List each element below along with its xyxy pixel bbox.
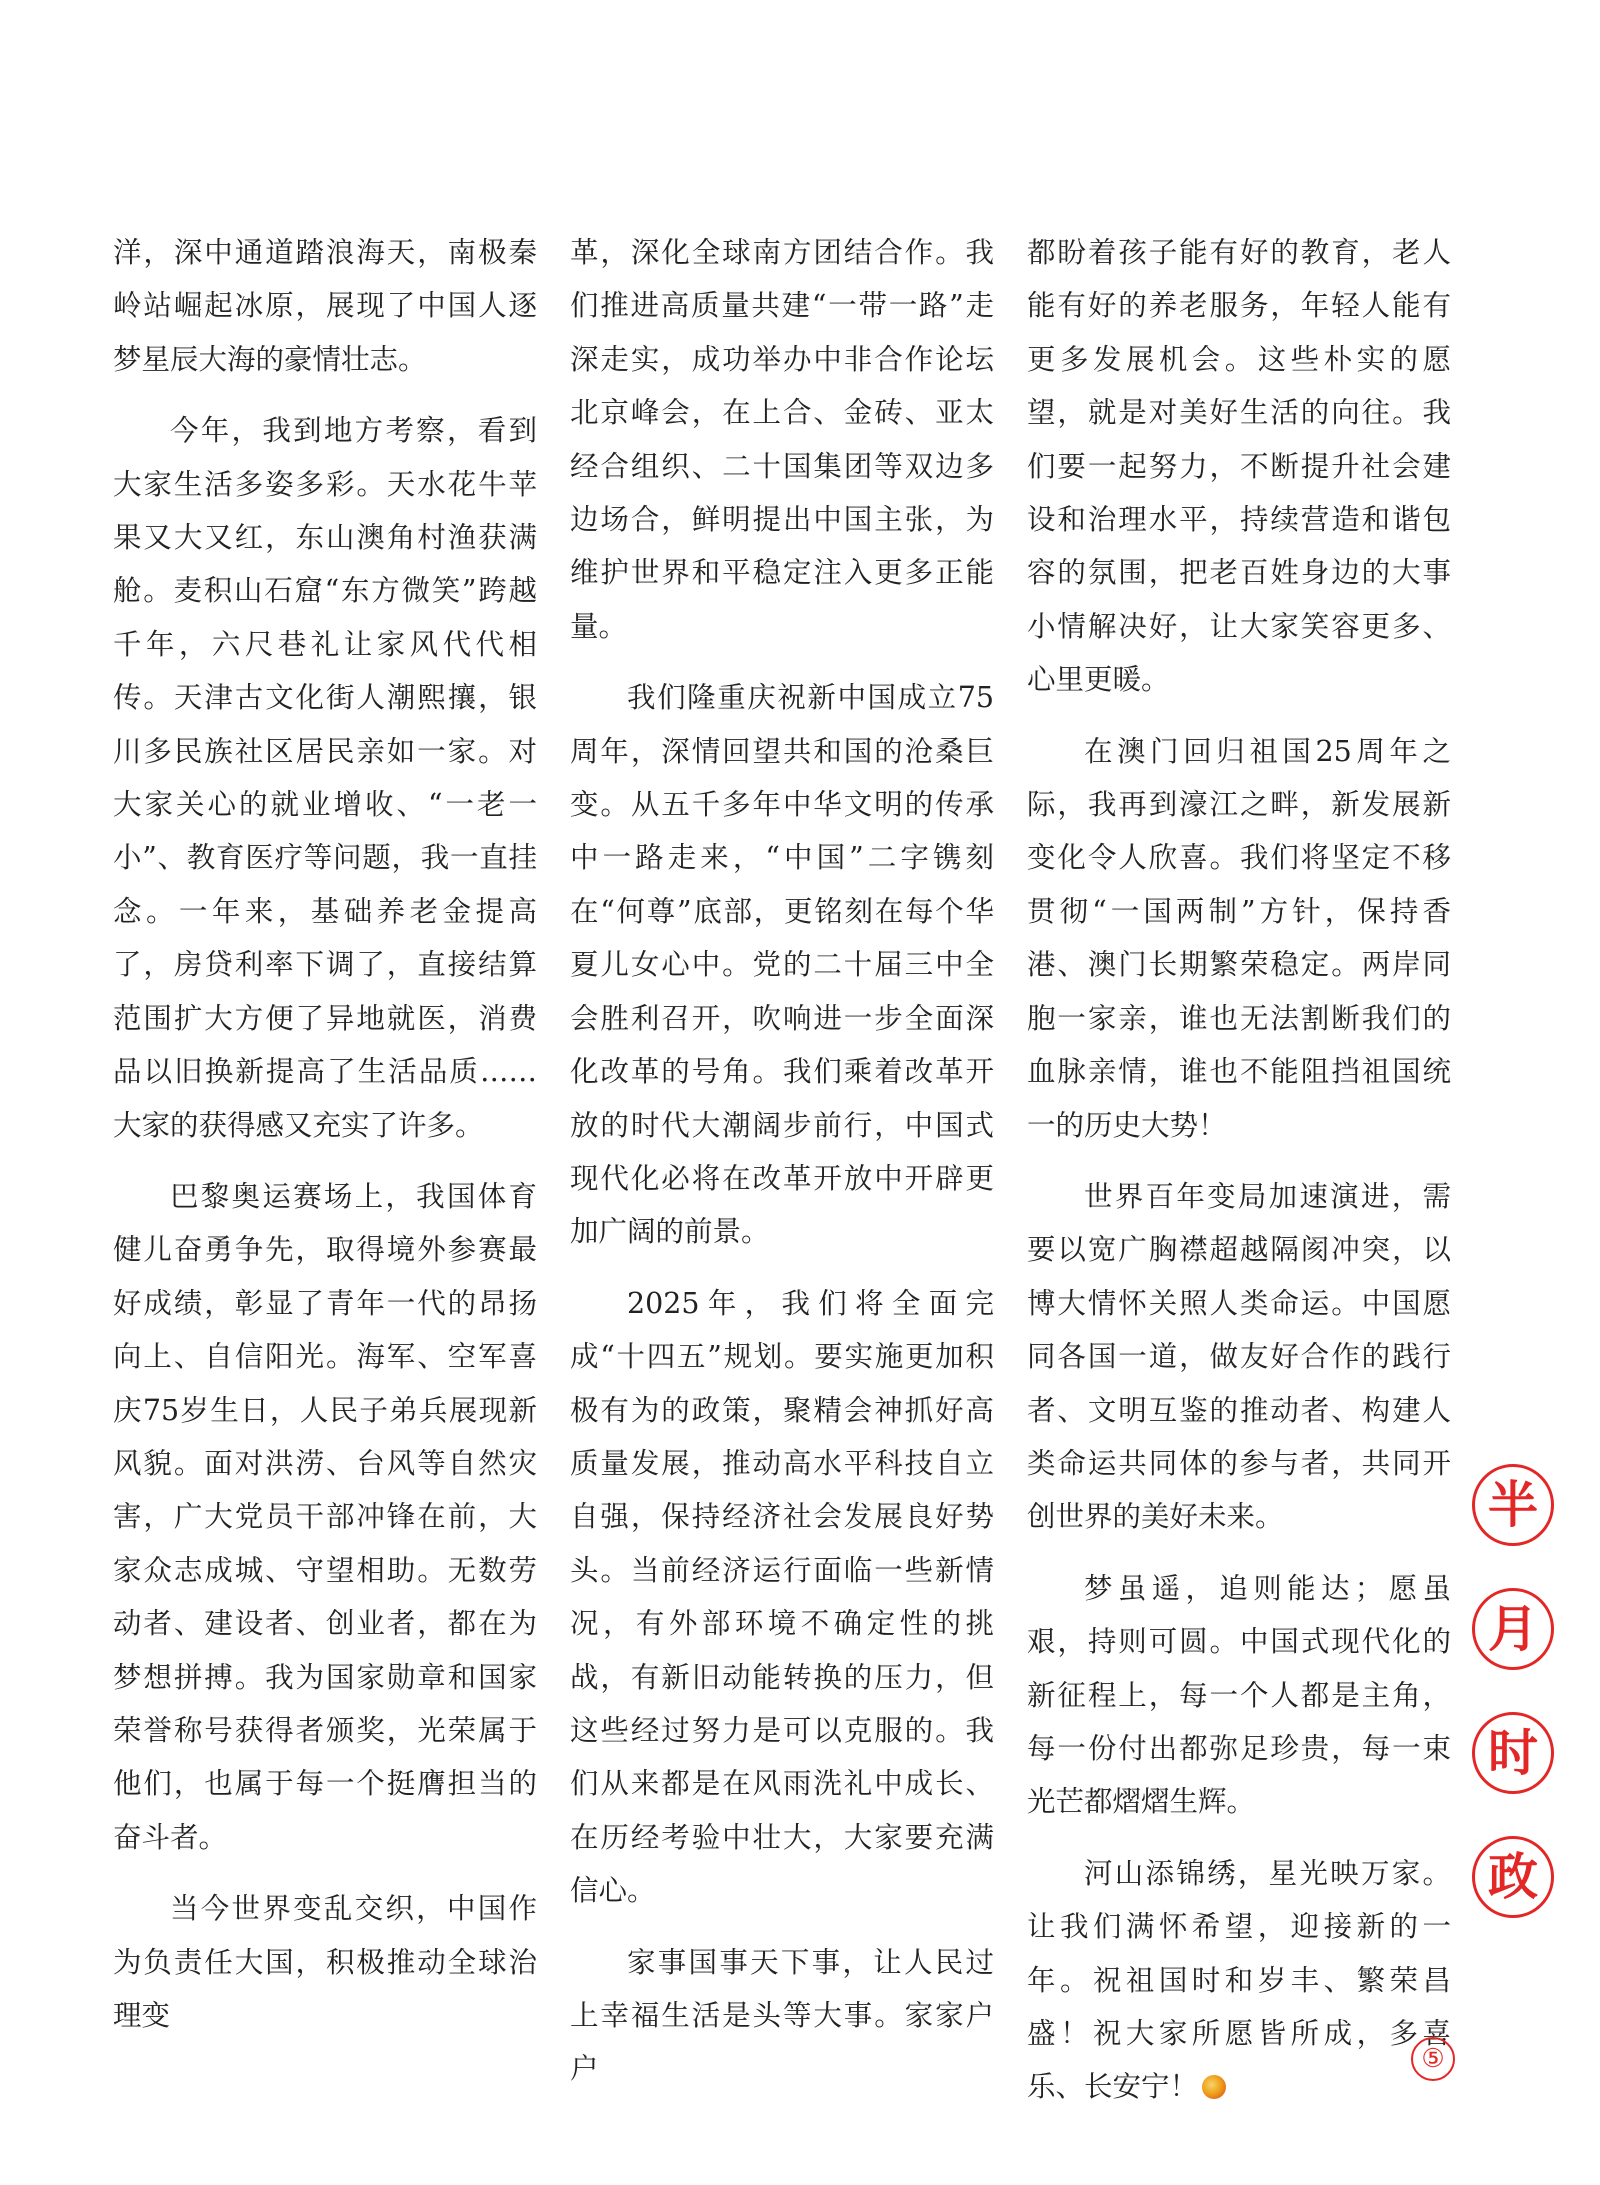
end-mark-icon (1202, 2075, 1226, 2099)
text-column-3 (1027, 226, 1451, 2132)
text-column-1 (113, 226, 537, 2060)
paragraph: 家事国事天下事，让人民过上幸福生活是头等大事。家家户户 (570, 1945, 994, 2086)
seal-char-2: 月 (1472, 1588, 1554, 1670)
closing-text: 河山添锦绣，星光映万家。让我们满怀希望，迎接新的一年。祝祖国时和岁丰、繁荣昌盛！祝大家所愿皆所成，多喜乐、长安宁！ (1027, 1856, 1451, 2104)
text-column-2 (570, 226, 994, 2114)
column-seal-banner (1472, 1464, 1552, 1960)
seal-char-1: 半 (1472, 1464, 1554, 1546)
seal-char-3: 时 (1472, 1712, 1554, 1794)
paragraph: 当今世界变乱交织，中国作为负责任大国，积极推动全球治理变 (113, 1892, 537, 2032)
paragraph: 革，深化全球南方团结合作。我们推进高质量共建“一带一路”走深走实，成功举办中非合作论坛北京峰会，在上合、金砖、亚太经合组织、二十国集团等双边多边场合，鲜明提出中国主张，为维护世界和平稳定注入更多正能量。 (570, 236, 994, 643)
paragraph: 洋，深中通道踏浪海天，南极秦岭站崛起冰原，展现了中国人逐梦星辰大海的豪情壮志。 (113, 236, 537, 376)
paragraph: 今年，我到地方考察，看到大家生活多姿多彩。天水花牛苹果又大又红，东山澳角村渔获满舱。麦积山石窟“东方微笑”跨越千年，六尺巷礼让家风代代相传。天津古文化街人潮熙攘，银川多民族社区居民亲如一家。对大家关心的就业增收、“一老一小”、教育医疗等问题，我一直挂念。一年来，基础养老金提高了，房贷利率下调了，直接结算范围扩大方便了异地就医，消费品以旧换新提高了生活品质……大家的获得感又充实了许多。 (113, 414, 537, 1142)
paragraph: 2025年，我们将全面完成“十四五”规划。要实施更加积极有为的政策，聚精会神抓好高质量发展，推动高水平科技自立自强，保持经济社会发展良好势头。当前经济运行面临一些新情况，有外部环境不确定性的挑战，有新旧动能转换的压力，但这些经过努力是可以克服的。我们从来都是在风雨洗礼中成长、在历经考验中壮大，大家要充满信心。 (570, 1286, 994, 1908)
paragraph: 巴黎奥运赛场上，我国体育健儿奋勇争先，取得境外参赛最好成绩，彰显了青年一代的昂扬向上、自信阳光。海军、空军喜庆75岁生日，人民子弟兵展现新风貌。面对洪涝、台风等自然灾害，广大党员干部冲锋在前，大家众志成城、守望相助。无数劳动者、建设者、创业者，都在为梦想拼搏。我为国家勋章和国家荣誉称号获得者颁奖，光荣属于他们，也属于每一个挺膺担当的奋斗者。 (113, 1179, 537, 1854)
closing-paragraph (1027, 1847, 1451, 2114)
seal-char-4: 政 (1472, 1836, 1554, 1918)
paragraph: 在澳门回归祖国25周年之际，我再到濠江之畔，新发展新变化令人欣喜。我们将坚定不移贯彻“一国两制”方针，保持香港、澳门长期繁荣稳定。两岸同胞一家亲，谁也无法割断我们的血脉亲情，谁也不能阻挡祖国统一的历史大势！ (1027, 734, 1451, 1142)
page-number: ⑤ (1411, 2037, 1455, 2081)
paragraph: 世界百年变局加速演进，需要以宽广胸襟超越隔阂冲突，以博大情怀关照人类命运。中国愿同各国一道，做友好合作的践行者、文明互鉴的推动者、构建人类命运共同体的参与者，共同开创世界的美好未来。 (1027, 1179, 1451, 1534)
paragraph: 梦虽遥，追则能达；愿虽艰，持则可圆。中国式现代化的新征程上，每一个人都是主角，每一份付出都弥足珍贵，每一束光芒都熠熠生辉。 (1027, 1571, 1451, 1819)
paragraph: 我们隆重庆祝新中国成立75周年，深情回望共和国的沧桑巨变。从五千多年中华文明的传承中一路走来，“中国”二字镌刻在“何尊”底部，更铭刻在每个华夏儿女心中。党的二十届三中全会胜利召开，吹响进一步全面深化改革的号角。我们乘着改革开放的时代大潮阔步前行，中国式现代化必将在改革开放中开辟更加广阔的前景。 (570, 681, 994, 1249)
paragraph: 都盼着孩子能有好的教育，老人能有好的养老服务，年轻人能有更多发展机会。这些朴实的愿望，就是对美好生活的向往。我们要一起努力，不断提升社会建设和治理水平，持续营造和谐包容的氛围，把老百姓身边的大事小情解决好，让大家笑容更多、心里更暖。 (1027, 236, 1451, 697)
